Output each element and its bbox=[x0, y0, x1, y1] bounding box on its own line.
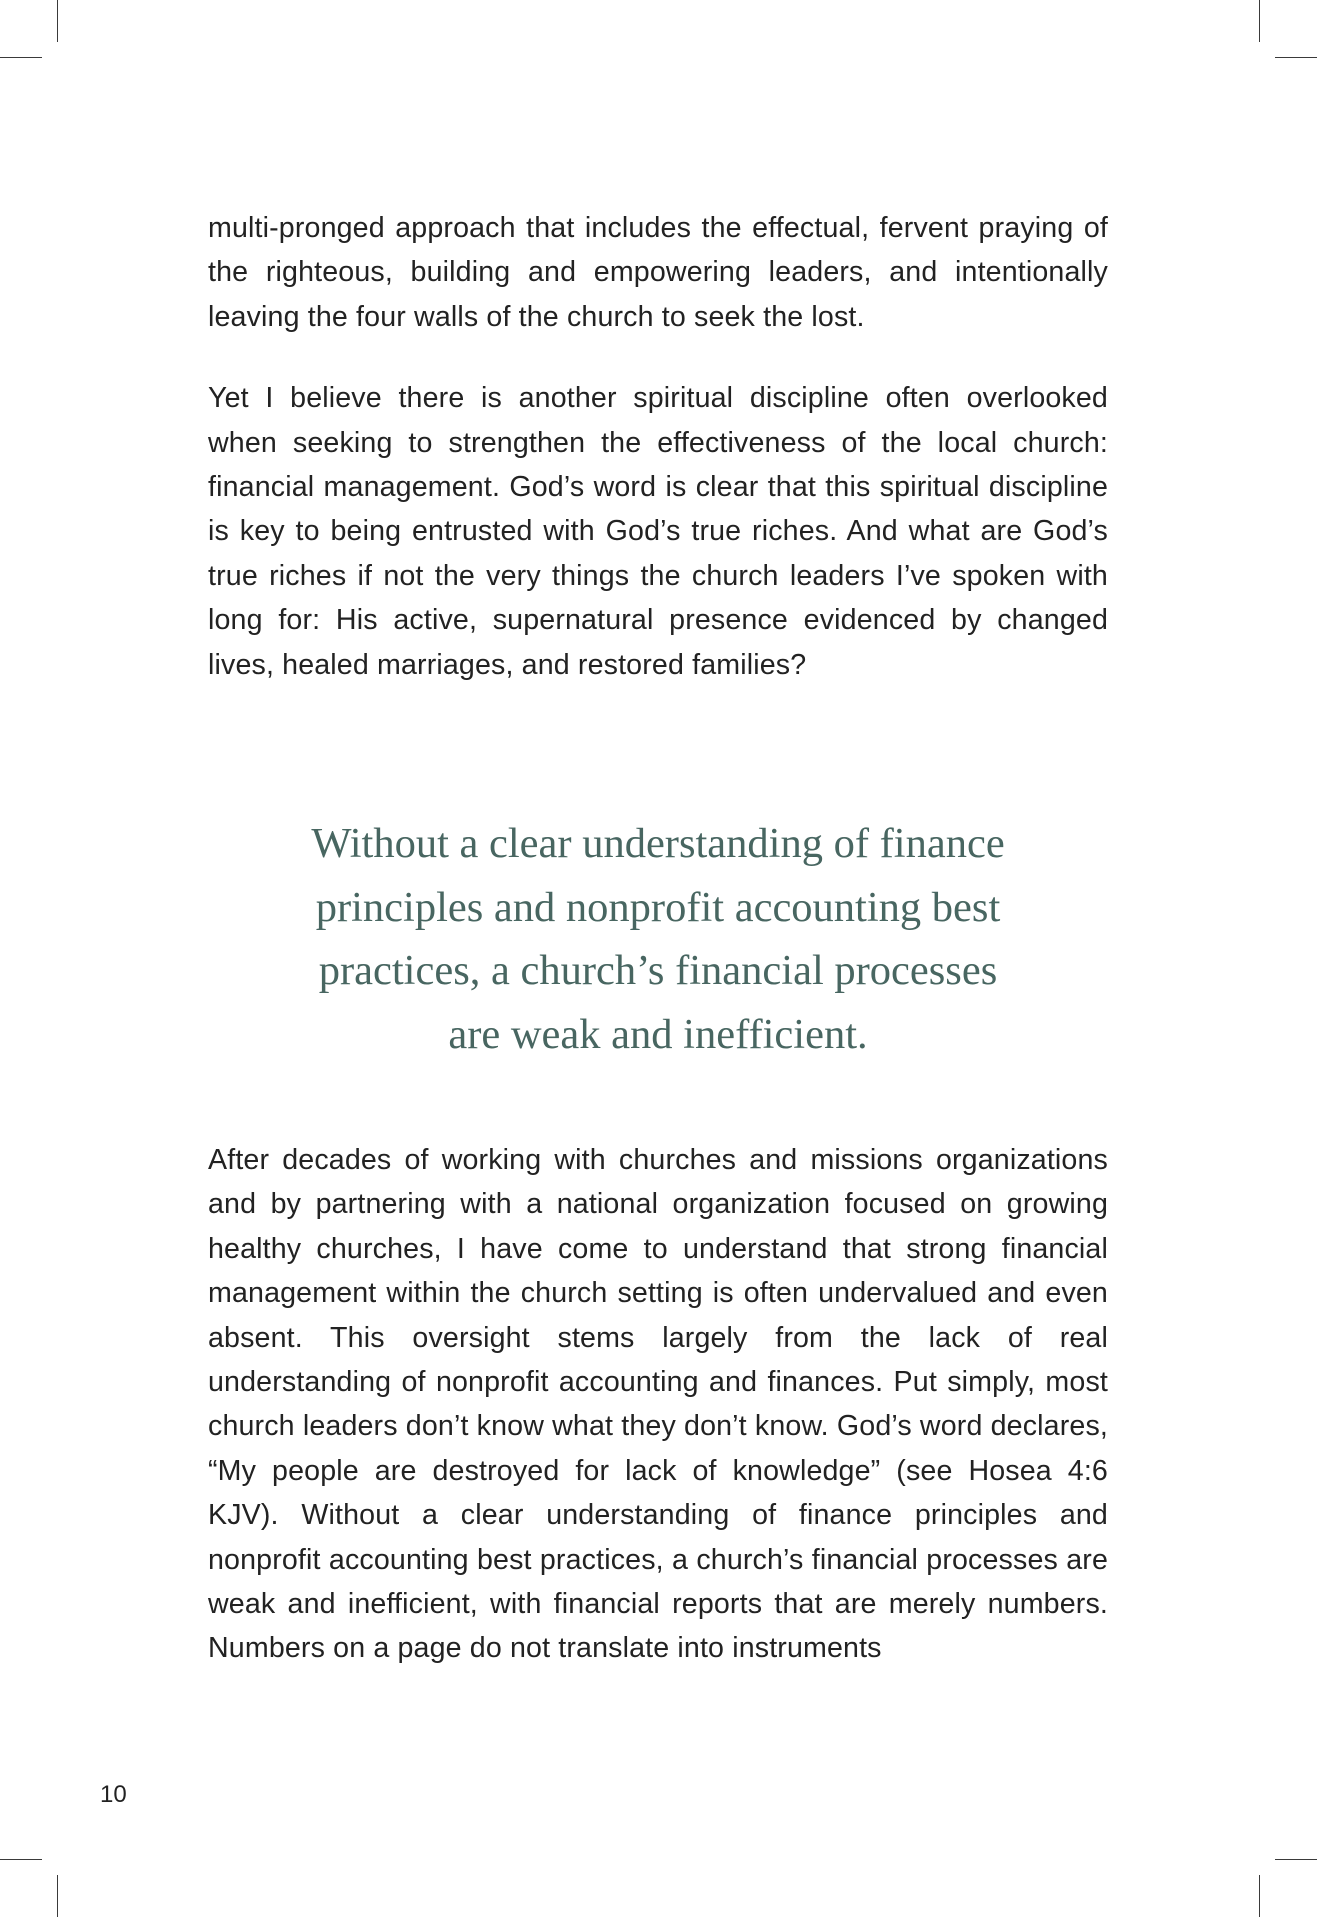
crop-mark-top-right-vertical bbox=[1259, 0, 1260, 42]
pull-quote bbox=[208, 812, 1108, 1066]
paragraph-3: After decades of working with churches and missions organizations and by partnering with a national organization focused on growing healthy churches, I have come to understand that strong financial management within the church setting is often undervalued and even absent. This oversight stems largely from the lack of real understanding of nonprofit accounting and finances. Put simply, most church leaders don’t know what they don’t know. God’s word declares, “My people are destroyed for lack of knowledge” (see Hosea 4:6 KJV). Without a clear understanding of finance principles and nonprofit accounting best practices, a church’s financial processes are weak and inefficient, with financial reports that are merely numbers. Numbers on a page do not translate into instruments bbox=[208, 1144, 1108, 1665]
pull-quote-line: principles and nonprofit accounting best bbox=[315, 883, 1001, 931]
pull-quote-line: are weak and inefficient. bbox=[448, 1010, 868, 1058]
crop-mark-bottom-left-vertical bbox=[57, 1875, 58, 1917]
crop-mark-bottom-right-vertical bbox=[1259, 1875, 1260, 1917]
crop-mark-bottom-left-horizontal bbox=[0, 1859, 42, 1860]
page-body bbox=[208, 206, 1108, 687]
pull-quote-line: Without a clear understanding of finance bbox=[311, 820, 1005, 867]
pull-quote-line: practices, a church’s financial processes bbox=[318, 947, 998, 994]
crop-mark-top-left-horizontal bbox=[0, 57, 42, 58]
crop-mark-top-right-horizontal bbox=[1275, 57, 1317, 58]
page-body-continued bbox=[208, 1138, 1108, 1671]
paragraph-2: Yet I believe there is another spiritual discipline often overlooked when seeking to strengthen the effectiveness of the local church: financial management. God’s word is clear that this spiritual discipline is key to being entrusted with God’s true riches. And what are God’s true riches if not the very things the church leaders I’ve spoken with long for: His active, supernatural presence evidenced by changed lives, healed marriages, and restored families? bbox=[208, 382, 1108, 681]
paragraph-1: multi-pronged approach that includes the effectual, fervent praying of the righteous, building and empowering leaders, and intentionally leaving the four walls of the church to seek the lost. bbox=[208, 212, 1108, 333]
crop-mark-bottom-right-horizontal bbox=[1275, 1859, 1317, 1860]
page-number: 10 bbox=[100, 1781, 127, 1808]
crop-mark-top-left-vertical bbox=[57, 0, 58, 42]
